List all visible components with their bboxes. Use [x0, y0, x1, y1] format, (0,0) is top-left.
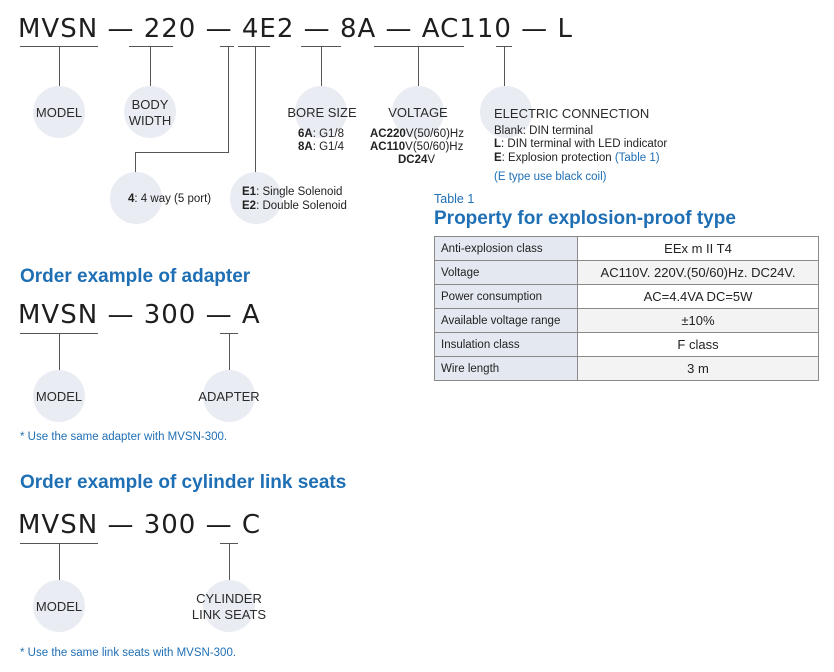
adapter-note: * Use the same adapter with MVSN-300. [20, 431, 228, 443]
adapter-label-model: MODEL [35, 389, 83, 404]
link-label-model: MODEL [35, 599, 83, 614]
table-key: Wire length [435, 357, 578, 381]
code-dash: — [303, 14, 331, 44]
adapter-code-size: 300 [143, 300, 197, 330]
leader-conn [504, 46, 505, 86]
adapter-code-dash: — [107, 300, 135, 330]
table-row [435, 309, 819, 333]
label-voltage: VOLTAGE [388, 105, 448, 120]
code-solenoid: E2 [259, 14, 295, 44]
code-model: MVSN [18, 14, 99, 44]
leader-way [228, 46, 229, 152]
table-value: ±10% [578, 309, 819, 333]
connection-option-e: E: Explosion protection (Table 1) [494, 152, 660, 164]
label-body-width: BODY WIDTH [128, 97, 172, 128]
link-code-suffix: C [241, 510, 262, 540]
bore-option-8a: 8A: G1/4 [298, 141, 345, 153]
solenoid-e2: E2: Double Solenoid [242, 200, 347, 212]
voltage-option-ac220: AC220V(50/60)Hz [370, 128, 464, 140]
label-electric-connection: ELECTRIC CONNECTION [494, 106, 650, 121]
code-bore: 8A [339, 14, 377, 44]
adapter-code-suffix: A [241, 300, 261, 330]
adapter-code [18, 300, 261, 330]
table-key: Power consumption [435, 285, 578, 309]
table-row [435, 285, 819, 309]
code-way: 4 [241, 14, 260, 44]
underline-body [129, 46, 173, 47]
link-seats-note: * Use the same link seats with MVSN-300. [20, 647, 237, 659]
leader-body [150, 46, 151, 86]
leader-model [59, 46, 60, 86]
link-leader-suffix [229, 543, 230, 581]
table-value: F class [578, 333, 819, 357]
link-code-dash: — [205, 510, 233, 540]
code-dash: — [205, 14, 233, 44]
table-value: AC=4.4VA DC=5W [578, 285, 819, 309]
table-key: Insulation class [435, 333, 578, 357]
table-title: Property for explosion-proof type [434, 208, 736, 229]
underline-solenoid [238, 46, 270, 47]
adapter-heading: Order example of adapter [20, 266, 251, 287]
way-label: 4: 4 way (5 port) [128, 193, 212, 205]
leader-bore [321, 46, 322, 86]
table-row [435, 333, 819, 357]
property-table [434, 236, 819, 381]
leader-voltage [418, 46, 419, 86]
leader-way-drop [135, 152, 136, 174]
code-dash: — [521, 14, 549, 44]
table-row [435, 261, 819, 285]
connection-option-l: L: DIN terminal with LED indicator [494, 138, 668, 150]
adapter-code-dash: — [205, 300, 233, 330]
leader-way-h [135, 152, 229, 153]
code-dash: — [385, 14, 413, 44]
adapter-leader-model [59, 333, 60, 371]
connection-note: (E type use black coil) [494, 171, 607, 183]
link-code-model: MVSN [18, 510, 99, 540]
adapter-leader-suffix [229, 333, 230, 371]
link-code-size: 300 [143, 510, 197, 540]
adapter-label-adapter: ADAPTER [198, 389, 260, 404]
link-code-dash: — [107, 510, 135, 540]
voltage-option-dc24: DC24V [398, 154, 436, 166]
table-caption: Table 1 [434, 192, 475, 206]
code-body-width: 220 [143, 14, 197, 44]
underline-voltage [374, 46, 464, 47]
leader-solenoid [255, 46, 256, 176]
order-code [18, 14, 573, 44]
code-dash: — [107, 14, 135, 44]
table-row [435, 357, 819, 381]
link-label-seats: CYLINDER LINK SEATS [191, 591, 267, 622]
link-leader-model [59, 543, 60, 581]
link-seats-code [18, 510, 261, 540]
voltage-option-ac110: AC110V(50/60)Hz [370, 141, 464, 153]
table-value: EEx m II T4 [578, 237, 819, 261]
table-ref: (Table 1) [614, 152, 660, 164]
label-bore-size: BORE SIZE [287, 105, 357, 120]
underline-way [220, 46, 234, 47]
link-seats-heading: Order example of cylinder link seats [20, 472, 347, 493]
code-connection: L [557, 14, 573, 44]
connection-option-blank: Blank: DIN terminal [494, 125, 594, 137]
solenoid-e1: E1: Single Solenoid [242, 186, 343, 198]
table-value: AC110V. 220V.(50/60)Hz. DC24V. [578, 261, 819, 285]
table-value: 3 m [578, 357, 819, 381]
table-row [435, 237, 819, 261]
code-voltage: AC110 [421, 14, 512, 44]
bore-option-6a: 6A: G1/8 [298, 128, 345, 140]
table-key: Anti-explosion class [435, 237, 578, 261]
table-key: Available voltage range [435, 309, 578, 333]
table-key: Voltage [435, 261, 578, 285]
label-model: MODEL [35, 105, 83, 120]
adapter-code-model: MVSN [18, 300, 99, 330]
